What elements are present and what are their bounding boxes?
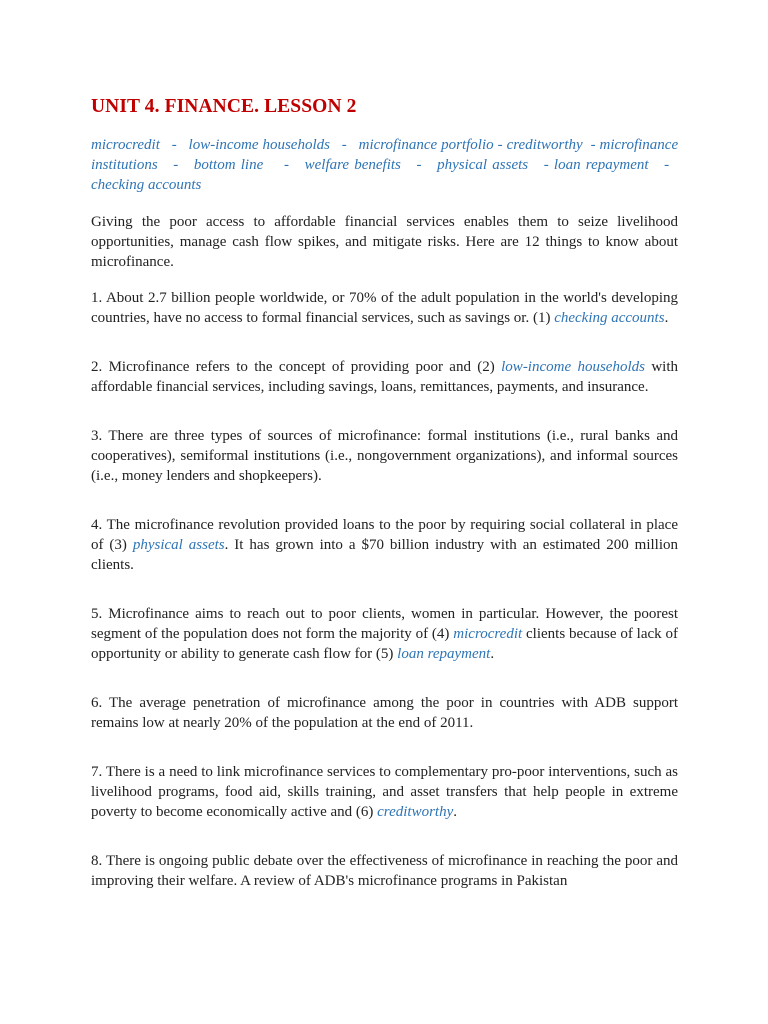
point-text: . (453, 804, 457, 820)
vocab-term: microfinance institutions (91, 137, 679, 173)
answer-keyword: checking accounts (554, 310, 665, 326)
point-text: with affordable financial services, including savings, loans, remittances, payments, and insurance. (91, 359, 679, 395)
point-5 (91, 604, 678, 664)
point-text: 2. Microfinance refers to the concept of providing poor and (2) (91, 359, 502, 375)
point-text: 4. The microfinance revolution provided loans to the poor by requiring social collateral in place of (3) (91, 517, 678, 553)
answer-keyword: microcredit (453, 626, 523, 642)
vocab-separator: - (284, 157, 290, 173)
answer-keyword: low-income households (501, 359, 645, 375)
vocab-separator: - (497, 137, 503, 153)
answer-keyword: loan repayment (397, 646, 491, 662)
point-3: 3. There are three types of sources of microfinance: formal institutions (i.e., rural banks and cooperatives), semiformal institutions (i.e., nongovernment organizations), and informal sources (i.e., money lenders and shopkeepers). (91, 428, 678, 484)
vocab-separator: - (590, 137, 596, 153)
point-text: 1. About 2.7 billion people worldwide, or 70% of the adult population in the world's developing countries, have no access to formal financial services, such as savings or. (1) (91, 290, 678, 326)
document-page (91, 95, 678, 891)
vocab-term: checking accounts (91, 177, 202, 193)
vocab-term: microcredit (91, 137, 160, 153)
point-text: 7. There is a need to link microfinance services to complementary pro-poor interventions, such as livelihood programs, food aid, skills training, and asset transfers that help people in extreme poverty to become economically active and (6) (91, 764, 678, 820)
point-1 (91, 288, 678, 328)
vocab-term: welfare benefits (304, 157, 401, 173)
point-text: . (490, 646, 495, 662)
vocab-term: bottom line (193, 157, 264, 173)
vocab-separator: - (341, 137, 347, 153)
point-4 (91, 515, 678, 575)
vocab-separator: - (171, 137, 177, 153)
answer-keyword: creditworthy (377, 804, 454, 820)
vocab-separator: - (664, 157, 670, 173)
vocabulary-list (91, 135, 678, 195)
vocab-separator: - (416, 157, 422, 173)
point-8: 8. There is ongoing public debate over the effectiveness of microfinance in reaching the poor and improving their welfare. A review of ADB's microfinance programs in Pakistan (91, 853, 678, 889)
point-6: 6. The average penetration of microfinance among the poor in countries with ADB support remains low at nearly 20% of the population at the end of 2011. (91, 695, 678, 731)
vocab-separator: - (543, 157, 549, 173)
intro-paragraph: Giving the poor access to affordable financial services enables them to seize livelihood opportunities, manage cash flow spikes, and mitigate risks. Here are 12 things to know about microfinance. (91, 214, 678, 270)
point-text: . It has grown into a $70 billion industry with an estimated 200 million clients. (91, 537, 678, 573)
point-2 (91, 357, 678, 397)
answer-keyword: physical assets (132, 537, 225, 553)
vocab-separator: - (173, 157, 179, 173)
vocab-term: creditworthy (506, 137, 583, 153)
point-text: . (664, 310, 669, 326)
lesson-title: UNIT 4. FINANCE. LESSON 2 (91, 96, 357, 117)
point-7 (91, 762, 678, 822)
vocab-term: loan repayment (553, 157, 649, 173)
vocab-term: physical assets (437, 157, 529, 173)
vocab-term: low-income households (188, 137, 330, 153)
point-text: 5. Microfinance aims to reach out to poor clients, women in particular. However, the poorest segment of the population does not form the majority of (4) (91, 606, 678, 642)
vocab-term: microfinance portfolio (358, 137, 494, 153)
point-text: clients because of lack of opportunity or ability to generate cash flow for (5) (91, 626, 679, 662)
